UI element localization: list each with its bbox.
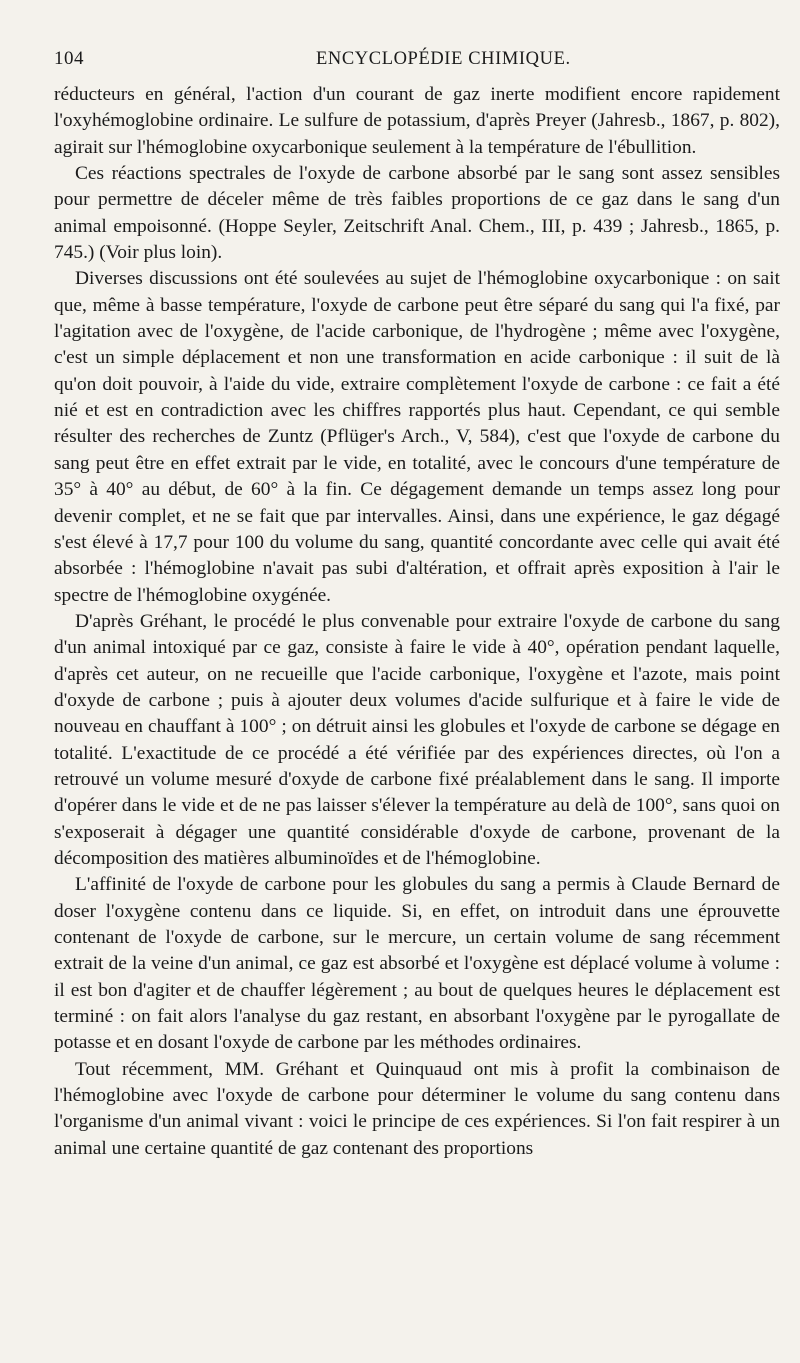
paragraph-4: D'après Gréhant, le procédé le plus convenable pour extraire l'oxyde de carbone du sang d'un animal intoxiqué par ce gaz, consiste à faire le vide à 40°, opération pendant laquelle, d'après cet auteur, on ne recueille que l'acide carbonique, l'oxygène et l'azote, mais point d'oxyde de carbone ; puis à ajouter deux volumes d'acide sulfurique et à faire le vide de nouveau en chauffant à 100° ; on détruit ainsi les globules et l'oxyde de carbone se dégage en totalité. L'exactitude de ce procédé a été vérifiée par des expériences directes, où l'on a retrouvé un volume mesuré d'oxyde de carbone fixé préalablement dans le sang. Il importe d'opérer dans le vide et de ne pas laisser s'élever la température au delà de 100°, sans quoi on s'exposerait à dégager une quantité considérable d'oxyde de carbone, provenant de la décomposition des matières albuminoïdes et de l'hémoglobine. xyxy=(54,610,780,869)
page-number: 104 xyxy=(54,48,84,69)
paragraph-6: Tout récemment, MM. Gréhant et Quinquaud ont mis à profit la combinaison de l'hémoglobine avec l'oxyde de carbone pour déterminer le volume du sang contenu dans l'organisme d'un animal vivant : voici le principe de ces expériences. Si l'on fait respirer à un animal une certaine quantité de gaz contenant des proportions xyxy=(54,1058,780,1159)
document-page xyxy=(54,48,780,1162)
page-header xyxy=(54,48,780,82)
body-text xyxy=(54,82,780,1162)
paragraph-1: réducteurs en général, l'action d'un courant de gaz inerte modifient encore rapidement l'oxyhémoglobine ordinaire. Le sulfure de potassium, d'après Preyer (Jahresb., 1867, p. 802), agirait sur l'hémoglobine oxycarbonique seulement à la température de l'ébullition. xyxy=(54,84,780,158)
paragraph-2: Ces réactions spectrales de l'oxyde de carbone absorbé par le sang sont assez sensibles pour permettre de déceler même de très faibles proportions de ce gaz dans le sang d'un animal empoisonné. (Hoppe Seyler, Zeitschrift Anal. Chem., III, p. 439 ; Jahresb., 1865, p. 745.) (Voir plus loin). xyxy=(54,163,780,264)
paragraph-5: L'affinité de l'oxyde de carbone pour les globules du sang a permis à Claude Bernard de doser l'oxygène contenu dans ce liquide. Si, en effet, on introduit dans une éprouvette contenant de l'oxyde de carbone, sur le mercure, un certain volume de sang récemment extrait de la veine d'un animal, ce gaz est absorbé et l'oxygène est déplacé volume à volume : il est bon d'agiter et de chauffer légèrement ; au bout de quelques heures le déplacement est terminé : on fait alors l'analyse du gaz restant, en absorbant l'oxygène par le pyrogallate de potasse et en dosant l'oxyde de carbone par les méthodes ordinaires. xyxy=(54,874,780,1054)
paragraph-3: Diverses discussions ont été soulevées au sujet de l'hémoglobine oxycarbonique : on sait que, même à basse température, l'oxyde de carbone peut être séparé du sang qui l'a fixé, par l'agitation avec de l'oxygène, de l'acide carbonique, de l'hydrogène ; même avec l'oxygène, c'est un simple déplacement et non une transformation en acide carbonique : il suit de là qu'on doit pouvoir, à l'aide du vide, extraire complètement l'oxyde de carbone : ce fait a été nié et est en contradiction avec les chiffres rapportés plus haut. Cependant, ce qui semble résulter des recherches de Zuntz (Pflüger's Arch., V, 584), c'est que l'oxyde de carbone du sang peut être en effet extrait par le vide, en totalité, avec le concours d'une température de 35° à 40° au début, de 60° à la fin. Ce dégagement demande un temps assez long pour devenir complet, et ne se fait que par intervalles. Ainsi, dans une expérience, le gaz dégagé s'est élevé à 17,7 pour 100 du volume du sang, quantité concordante avec celle qui avait été absorbée : l'hémoglobine n'avait pas subi d'altération, et offrait après exposition à l'air le spectre de l'hémoglobine oxygénée. xyxy=(54,268,780,606)
running-title: ENCYCLOPÉDIE CHIMIQUE. xyxy=(316,49,571,69)
